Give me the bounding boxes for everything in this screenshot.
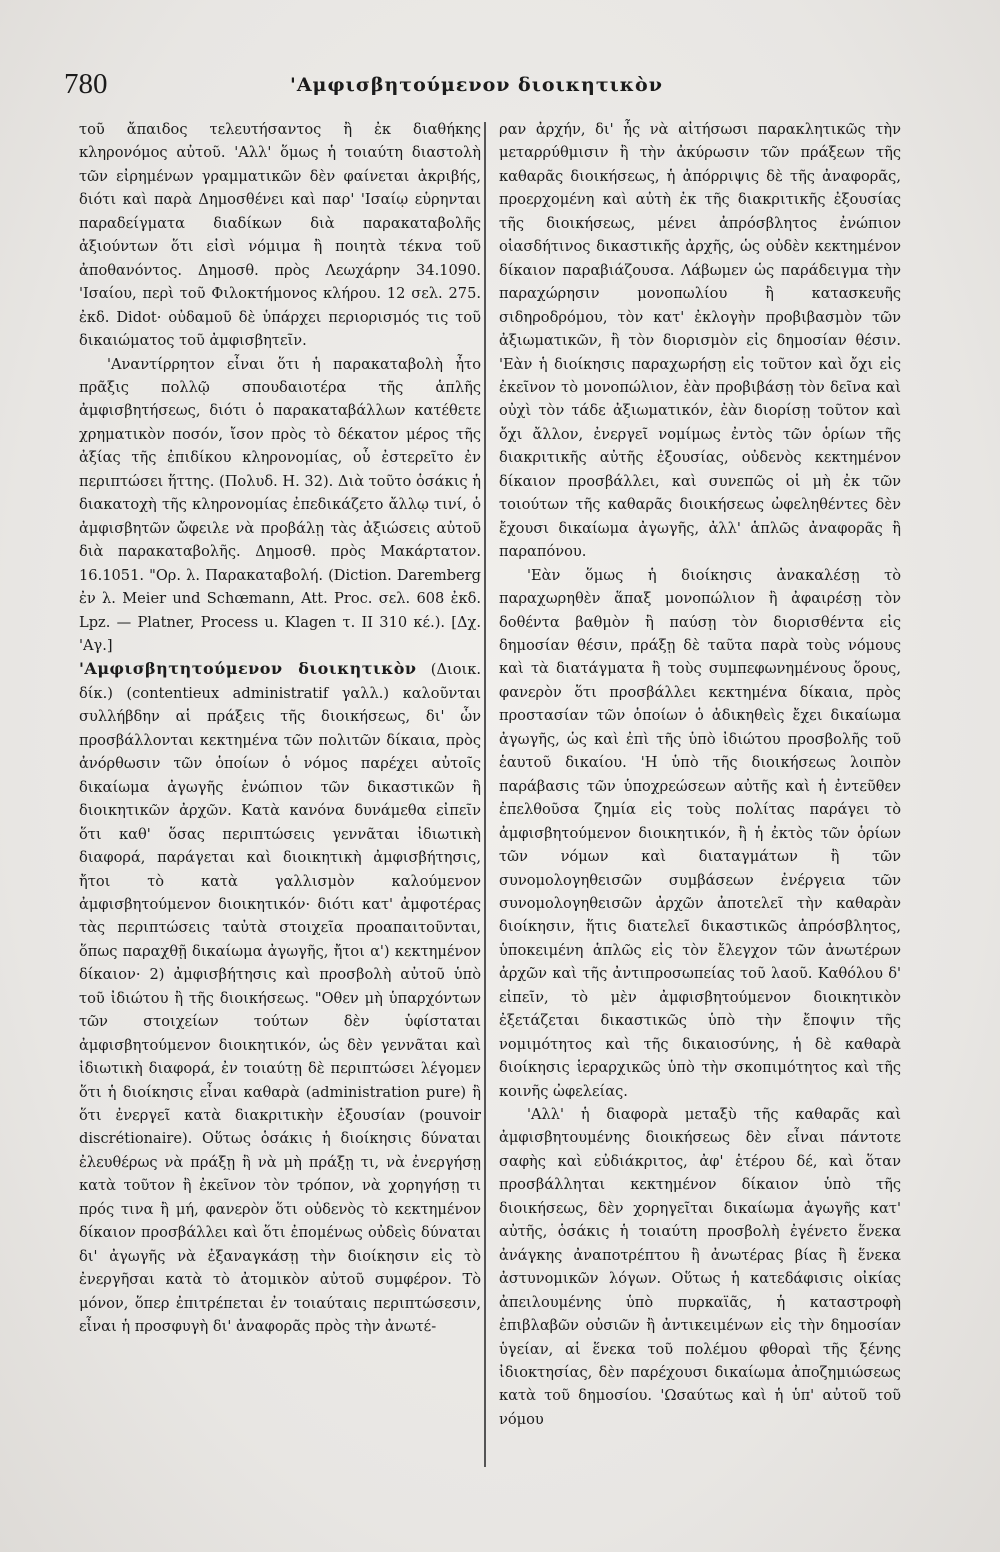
entry-headword: 'Αμφισβητητούμενον διοικητικὸν	[79, 659, 417, 679]
page-number: 780	[64, 68, 108, 100]
dictionary-entry	[79, 657, 481, 1338]
paragraph: 'Εὰν ὅμως ἡ διοίκησις ἀνακαλέσῃ τὸ παραχωρηθὲν ἅπαξ μονοπώλιον ἢ ἀφαιρέσῃ τὸν δοθέντα βαθμὸν ἢ παύσῃ τὸν διορισθέντα εἰς δημοσίαν θέσιν, πράξῃ δὲ ταῦτα παρὰ τοὺς νόμους καὶ τὰ διατάγματα ἢ τοὺς συμπεφωνημένους ὅρους, φανερὸν ὅτι προσβάλλει κεκτημένα δίκαια, πρὸς προστασίαν τῶν ὁποίων ὁ ἀδικηθεὶς ἔχει δικαίωμα ἀγωγῆς, ὡς καὶ ἐπὶ τῆς ὑπὸ ἰδιώτου προσβολῆς τοῦ ἑαυτοῦ δικαίου. 'Η ὑπὸ τῆς διοικήσεως λοιπὸν παράβασις τῶν ὑποχρεώσεων αὐτῆς καὶ ἡ ἐντεῦθεν ἐπελθοῦσα ζημία εἰς τοὺς πολίτας παράγει τὸ ἀμφισβητούμενον διοικητικόν, ἢ ἡ ἐκτὸς τῶν ὁρίων τῶν νόμων καὶ διαταγμάτων ἢ τῶν συνομολογηθεισῶν συμβάσεων ἐνέργεια τῶν συνομολογηθεισῶν ἀρχῶν ἀποτελεῖ τὴν καθαρὰν διοίκησιν, ἥτις διατελεῖ δικαστικῶς ἀπρόσβλητος, ὑποκειμένη ἁπλῶς εἰς τὸν ἔλεγχον τῶν ἀνωτέρων ἀρχῶν καὶ τῆς ἀντιπροσωπείας τοῦ λαοῦ. Καθόλου δ' εἰπεῖν, τὸ μὲν ἀμφισβητούμενον διοικητικὸν ἐξετάζεται δικαστικῶς ὑπὸ τὴν ἔποψιν τῆς νομιμότητος καὶ τῆς δικαιοσύνης, ἡ δὲ καθαρὰ διοίκησις ἱεραρχικῶς ὑπὸ τὴν σκοπιμότητος καὶ τῆς κοινῆς ὠφελείας.	[499, 566, 901, 1100]
right-column	[499, 118, 901, 1538]
column-divider	[484, 122, 486, 1467]
paragraph: 'Αναντίρρητον εἶναι ὅτι ἡ παρακαταβολὴ ἦτο πρᾶξις πολλῷ σπουδαιοτέρα τῆς ἁπλῆς ἀμφισβητήσεως, διότι ὁ παρακαταβάλλων κατέθετε χρηματικὸν ποσόν, ἴσον πρὸς τὸ δέκατον μέρος τῆς ἀξίας τῆς ἐπιδίκου κληρονομίας, οὗ ἐστερεῖτο ἐν περιπτώσει ἥττης. (Πολυδ. Η. 32). Διὰ τοῦτο ὁσάκις ἡ διακατοχὴ τῆς κληρονομίας ἐπεδικάζετο ἄλλῳ τινί, ὁ ἀμφισβητῶν ὤφειλε νὰ προβάλῃ τὰς ἀξιώσεις αὐτοῦ διὰ παρακαταβολῆς. Δημοσθ. πρὸς Μακάρτατον. 16.1051. "Ορ. λ. Παρακαταβολή. (Diction. Daremberg ἐν λ. Meier und Schœmann, Att. Proc. σελ. 608 ἐκδ. Lpz. — Platner, Process u. Klagen τ. II 310 κέ.). [Δχ. 'Αγ.]	[79, 355, 481, 654]
paragraph: 'Αλλ' ἡ διαφορὰ μεταξὺ τῆς καθαρᾶς καὶ ἀμφισβητουμένης διοικήσεως δὲν εἶναι πάντοτε σαφὴς καὶ εὐδιάκριτος, ἀφ' ἑτέρου δέ, καὶ ὅταν προσβάλληται κεκτημένον δίκαιον ὑπὸ τῆς διοικήσεως, δὲν χορηγεῖται δικαίωμα ἀγωγῆς κατ' αὐτῆς, ὁσάκις ἡ τοιαύτη προσβολὴ ἐγένετο ἕνεκα ἀνάγκης ἀναποτρέπτου ἢ ἀνωτέρας βίας ἢ ἕνεκα ἀστυνομικῶν λόγων. Οὕτως ἡ κατεδάφισις οἰκίας ἀπειλουμένης ὑπὸ πυρκαϊᾶς, ἡ καταστροφὴ ἐπιβλαβῶν οὐσιῶν ἢ ἀντικειμένων εἰς τὴν δημοσίαν ὑγείαν, αἱ ἕνεκα τοῦ πολέμου φθοραὶ τῆς ξένης ἰδιοκτησίας, δὲν παρέχουσι δικαίωμα ἀποζημιώσεως κατὰ τοῦ δημοσίου. 'Ωσαύτως καὶ ἡ ὑπ' αὐτοῦ τοῦ νόμου	[499, 1106, 901, 1428]
running-title: 'Αμφισβητούμενον διοικητικὸν	[290, 74, 663, 96]
paragraph-continuation: τοῦ ἄπαιδος τελευτήσαντος ἢ ἐκ διαθήκης κληρονόμος αὐτοῦ. 'Αλλ' ὅμως ἡ τοιαύτη διαστολὴ τῶν εἰρημένων γραμματικῶν δὲν φαίνεται ἀκριβής, διότι καὶ παρὰ Δημοσθένει καὶ παρ' 'Ισαίῳ εὑρηνται παραδείγματα διαδίκων διὰ παρακαταβολῆς ἀξιούντων ὅτι εἰσὶ νόμιμα ἢ ποιητὰ τέκνα τοῦ ἀποθανόντος. Δημοσθ. πρὸς Λεωχάρην 34.1090. 'Ισαίου, περὶ τοῦ Φιλοκτήμονος κλήρου. 12 σελ. 275. ἐκδ. Didot· οὐδαμοῦ δὲ ὑπάρχει περιορισμός τις τοῦ δικαιώματος τοῦ ἀμφισβητεῖν.	[79, 121, 481, 350]
entry-body: (Διοικ. δίκ.) (contentieux administratif γαλλ.) καλοῦνται συλλήβδην αἱ πράξεις τῆς διοικήσεως, δι' ὧν προσβάλλονται κεκτημένα τῶν πολιτῶν δίκαια, πρὸς ἀνόρθωσιν τῶν ὁποίων ὁ νόμος παρέχει αὐτοῖς δικαίωμα ἀγωγῆς ἐνώπιον τῶν δικαστικῶν ἢ διοικητικῶν ἀρχῶν. Κατὰ κανόνα δυνάμεθα εἰπεῖν ὅτι καθ' ὅσας περιπτώσεις γεννᾶται ἰδιωτικὴ διαφορά, παράγεται καὶ διοικητικὴ ἀμφισβήτησις, ἤτοι τὸ κατὰ γαλλισμὸν καλούμενον ἀμφισβητούμενον διοικητικόν· διότι κατ' ἀμφοτέρας τὰς περιπτώσεις ταὐτὰ στοιχεῖα προαπαιτοῦνται, ὅπως παραχθῇ δικαίωμα ἀγωγῆς, ἤτοι α') κεκτημένον δίκαιον· 2) ἀμφισβήτησις καὶ προσβολὴ αὐτοῦ ὑπὸ τοῦ ἰδιώτου ἢ τῆς διοικήσεως. "Οθεν μὴ ὑπαρχόντων τῶν στοιχείων τούτων δὲν ὑφίσταται ἀμφισβητούμενον διοικητικόν, ὡς δὲν γεννᾶται καὶ ἰδιωτικὴ διαφορά, ἐν τοιαύτῃ δὲ περιπτώσει λέγομεν ὅτι ἡ διοίκησις εἶναι καθαρὰ (administration pure) ἢ ὅτι ἐνεργεῖ κατὰ διακριτικὴν ἐξουσίαν (pouvoir discrétionaire). Οὕτως ὁσάκις ἡ διοίκησις δύναται ἐλευθέρως νὰ πράξῃ ἢ νὰ μὴ πράξῃ τι, νὰ ἐνεργήσῃ κατὰ τοῦτον ἢ ἐκεῖνον τὸν τρόπον, νὰ χορηγήσῃ τι πρός τινα ἢ μή, φανερὸν ὅτι οὐδενὸς τὸ κεκτημένον δίκαιον προσβάλλει καὶ ὅτι ἐπομένως οὐδεὶς δύναται δι' ἀγωγῆς νὰ ἐξαναγκάσῃ τὴν διοίκησιν εἰς τὸ ἐνεργῆσαι κατὰ τὸ ἀτομικὸν αὐτοῦ συμφέρον. Τὸ μόνον, ὅπερ ἐπιτρέπεται ἐν τοιαύταις περιπτώσεσιν, εἶναι ἡ προσφυγὴ δι' ἀναφορᾶς πρὸς τὴν ἀνωτέ-	[79, 661, 481, 1336]
left-column	[79, 118, 481, 1538]
paragraph-continuation: ραν ἀρχήν, δι' ἧς νὰ αἰτήσωσι παρακλητικῶς τὴν μεταρρύθμισιν ἢ τὴν ἀκύρωσιν τῶν πράξεων τῆς καθαρᾶς διοικήσεως, ἡ ἀπόρριψις δὲ τῆς ἀναφορᾶς, προερχομένη καὶ αὐτὴ ἐκ τῆς διακριτικῆς ἐξουσίας τῆς διοικήσεως, μένει ἀπρόσβλητος ἐνώπιον οἱασδήτινος δικαστικῆς ἀρχῆς, ὡς οὐδὲν κεκτημένον δίκαιον παραβιάζουσα. Λάβωμεν ὡς παράδειγμα τὴν παραχώρησιν μονοπωλίου ἢ κατασκευῆς σιδηροδρόμου, τὸν κατ' ἐκλογὴν προβιβασμὸν τῶν ἀξιωματικῶν, ἢ τὸν διορισμὸν εἰς δημοσίαν θέσιν. 'Εὰν ἡ διοίκησις παραχωρήσῃ εἰς τοῦτον καὶ ὄχι εἰς ἐκεῖνον τὸ μονοπώλιον, ἐὰν προβιβάσῃ τὸν δεῖνα καὶ οὐχὶ τὸν τάδε ἀξιωματικόν, ἐὰν διορίσῃ τοῦτον καὶ ὄχι ἄλλον, ἐνεργεῖ νομίμως ἐντὸς τῶν ὁρίων τῆς διακριτικῆς αὐτῆς ἐξουσίας, οὐδενὸς κεκτημένον δίκαιον προσβάλλει, καὶ συνεπῶς οἱ μὴ ἐκ τῶν τοιούτων τῆς καθαρᾶς διοικήσεως ὠφεληθέντες δὲν ἔχουσι δικαίωμα ἀγωγῆς, ἀλλ' ἁπλῶς ἀναφορᾶς ἢ παραπόνου.	[499, 121, 901, 561]
page-header	[64, 68, 944, 108]
